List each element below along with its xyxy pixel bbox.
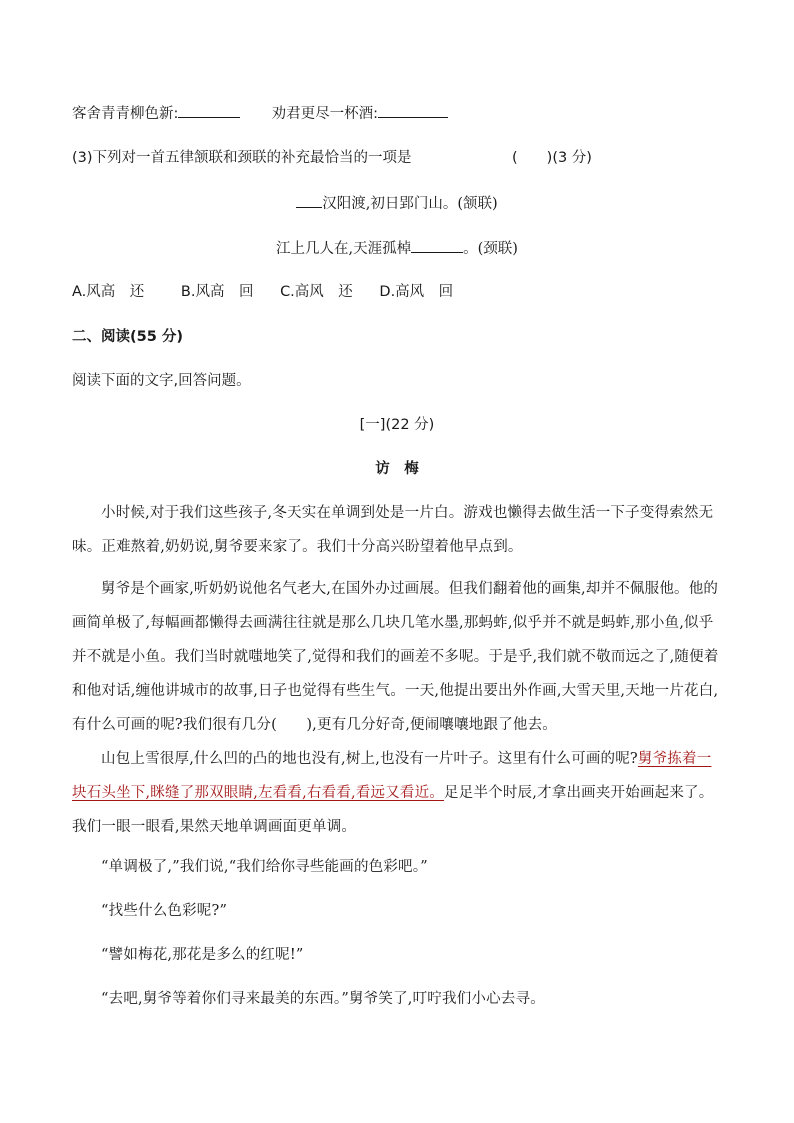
underlined-sentence: 舅爷拣着一块石头坐下,眯缝了那双眼睛,左看看,右看看,看远又看近。 <box>72 751 712 801</box>
option-c[interactable]: C.高风 还 <box>280 284 353 300</box>
question-3-prompt-line <box>72 148 412 168</box>
couplet-line-1 <box>0 193 794 214</box>
couplet-line-2 <box>0 238 794 259</box>
answer-blank-2[interactable] <box>378 103 448 118</box>
article-paragraph-2: 舅爷是个画家,听奶奶说他名气老大,在国外办过画展。但我们翻着他的画集,却并不佩服他。他的画简单极了,每幅画都懒得去画满往往就是那么几块几笔水墨,那蚂蚱,似乎并不就是蚂蚱,那小鱼,似乎并不就是小鱼。我们当时就嗤地笑了,觉得和我们的画差不多呢。于是乎,我们就不敬而远之了,随便着和他对话,缠他讲城市的故事,日子也觉得有些生气。一天,他提出要出外作画,大雪天里,天地一片花白,有什么可画的呢?我们很有几分( ),更有几分好奇,便闹嚷嚷地跟了他去。 <box>72 581 719 733</box>
couplet-line-2-tail: 。(颈联) <box>463 241 518 257</box>
question-3-options <box>72 282 453 302</box>
answer-blank-1[interactable] <box>178 103 240 118</box>
option-a[interactable]: A.风高 还 <box>72 284 145 300</box>
dialogue-line-2: “找些什么色彩呢?” <box>101 903 228 919</box>
reading-instruction: 阅读下面的文字,回答问题。 <box>72 373 251 389</box>
question-3-prompt: (3)下列对一首五律颔联和颈联的补充最恰当的一项是 <box>72 150 412 166</box>
dialogue-line-1: “单调极了,”我们说,“我们给你寻些能画的色彩吧。” <box>101 859 428 875</box>
couplet-line-2-text: 江上几人在,天涯孤棹 <box>276 241 412 257</box>
question-3-answer-paren <box>512 148 592 168</box>
poem-part-2: 劝君更尽一杯酒: <box>271 106 378 122</box>
answer-paren-text: ( )(3 分) <box>512 150 592 166</box>
article-title: 访 梅 <box>375 461 419 477</box>
paragraph-3-before: 山包上雪很厚,什么凹的凸的地也没有,树上,也没有一片叶子。这里有什么可画的呢? <box>101 751 638 767</box>
part-label: [一](22 分) <box>359 417 435 433</box>
article-paragraph-3 <box>72 742 724 844</box>
option-b[interactable]: B.风高 回 <box>180 284 254 300</box>
poem-part-1: 客舍青青柳色新: <box>72 106 179 122</box>
couplet-blank-1[interactable] <box>296 193 322 208</box>
article-paragraph-1: 小时候,对于我们这些孩子,冬天实在单调到处是一片白。游戏也懒得去做生活一下子变得索然无味。正难熬着,奶奶说,舅爷要来家了。我们十分高兴盼望着他早点到。 <box>72 505 714 555</box>
dialogue-line-3: “譬如梅花,那花是多么的红呢!” <box>101 947 304 963</box>
section-2-heading: 二、阅读(55 分) <box>72 329 183 345</box>
dialogue-line-4: “去吧,舅爷等着你们寻来最美的东西。”舅爷笑了,叮咛我们小心去寻。 <box>101 991 545 1007</box>
couplet-line-1-text: 汉阳渡,初日郢门山。(颔联) <box>322 196 498 212</box>
poem-fill-line <box>72 103 448 124</box>
paragraph-3-after: 足足半个时辰,才拿出画夹开始画起来了。我们一眼一眼看,果然天地单调画面更单调。 <box>72 785 714 835</box>
option-d[interactable]: D.高风 回 <box>379 284 454 300</box>
couplet-blank-2[interactable] <box>411 238 463 253</box>
